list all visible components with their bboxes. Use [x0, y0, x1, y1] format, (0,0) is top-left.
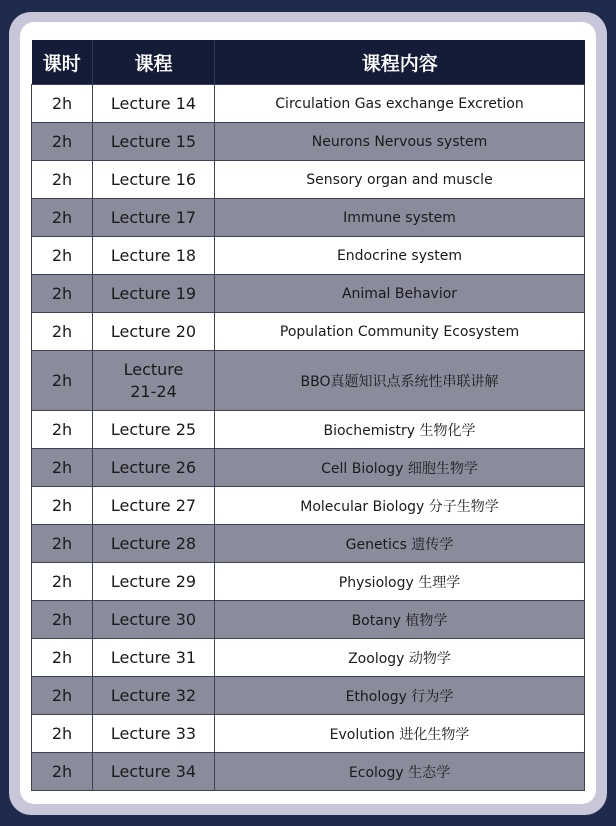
table-row — [32, 161, 585, 199]
content-cell: Population Community Ecosystem — [215, 313, 585, 351]
content-cell: Biochemistry 生物化学 — [215, 411, 585, 449]
course-cell: Lecture 34 — [93, 753, 215, 791]
hours-cell: 2h — [32, 601, 93, 639]
content-cell: Sensory organ and muscle — [215, 161, 585, 199]
course-schedule-table — [31, 40, 585, 791]
course-cell: Lecture 29 — [93, 563, 215, 601]
content-cell: Animal Behavior — [215, 275, 585, 313]
hours-cell: 2h — [32, 677, 93, 715]
hours-cell: 2h — [32, 715, 93, 753]
content-cell: Genetics 遗传学 — [215, 525, 585, 563]
course-cell: Lecture 32 — [93, 677, 215, 715]
content-cell: Evolution 进化生物学 — [215, 715, 585, 753]
hours-cell: 2h — [32, 487, 93, 525]
header-course: 课程 — [93, 40, 215, 85]
hours-cell: 2h — [32, 85, 93, 123]
course-cell: Lecture 27 — [93, 487, 215, 525]
content-cell: Cell Biology 细胞生物学 — [215, 449, 585, 487]
header-hours: 课时 — [32, 40, 93, 85]
table-row — [32, 313, 585, 351]
content-cell: Botany 植物学 — [215, 601, 585, 639]
course-cell: Lecture 25 — [93, 411, 215, 449]
content-cell: BBO真题知识点系统性串联讲解 — [215, 351, 585, 411]
content-cell: Zoology 动物学 — [215, 639, 585, 677]
course-cell: Lecture 19 — [93, 275, 215, 313]
table-row — [32, 677, 585, 715]
table-row — [32, 639, 585, 677]
table-row — [32, 753, 585, 791]
content-cell: Neurons Nervous system — [215, 123, 585, 161]
header-content: 课程内容 — [215, 40, 585, 85]
course-cell: Lecture 28 — [93, 525, 215, 563]
content-cell: Circulation Gas exchange Excretion — [215, 85, 585, 123]
hours-cell: 2h — [32, 123, 93, 161]
hours-cell: 2h — [32, 275, 93, 313]
table-header-row — [32, 40, 585, 85]
content-cell: Molecular Biology 分子生物学 — [215, 487, 585, 525]
course-cell: Lecture 33 — [93, 715, 215, 753]
table-row — [32, 449, 585, 487]
table-row — [32, 411, 585, 449]
hours-cell: 2h — [32, 237, 93, 275]
content-cell: Ethology 行为学 — [215, 677, 585, 715]
course-label: Lecture 21-24 — [123, 359, 184, 401]
table-row — [32, 525, 585, 563]
course-cell: Lecture 14 — [93, 85, 215, 123]
course-cell: Lecture 31 — [93, 639, 215, 677]
table-row — [32, 601, 585, 639]
hours-cell: 2h — [32, 753, 93, 791]
table-row — [32, 199, 585, 237]
hours-cell: 2h — [32, 411, 93, 449]
table-row — [32, 563, 585, 601]
course-cell: Lecture 16 — [93, 161, 215, 199]
table-row — [32, 275, 585, 313]
hours-cell: 2h — [32, 639, 93, 677]
course-cell — [93, 351, 215, 411]
course-cell: Lecture 20 — [93, 313, 215, 351]
content-cell: Physiology 生理学 — [215, 563, 585, 601]
hours-cell: 2h — [32, 313, 93, 351]
hours-cell: 2h — [32, 199, 93, 237]
table-row — [32, 123, 585, 161]
hours-cell: 2h — [32, 563, 93, 601]
table-row — [32, 85, 585, 123]
content-cell: Endocrine system — [215, 237, 585, 275]
hours-cell: 2h — [32, 525, 93, 563]
hours-cell: 2h — [32, 161, 93, 199]
table-row — [32, 237, 585, 275]
hours-cell: 2h — [32, 351, 93, 411]
table-row — [32, 487, 585, 525]
course-cell: Lecture 26 — [93, 449, 215, 487]
hours-cell: 2h — [32, 449, 93, 487]
course-cell: Lecture 30 — [93, 601, 215, 639]
content-cell: Ecology 生态学 — [215, 753, 585, 791]
course-cell: Lecture 17 — [93, 199, 215, 237]
table-row — [32, 715, 585, 753]
course-cell: Lecture 18 — [93, 237, 215, 275]
table-row — [32, 351, 585, 411]
content-cell: Immune system — [215, 199, 585, 237]
course-cell: Lecture 15 — [93, 123, 215, 161]
